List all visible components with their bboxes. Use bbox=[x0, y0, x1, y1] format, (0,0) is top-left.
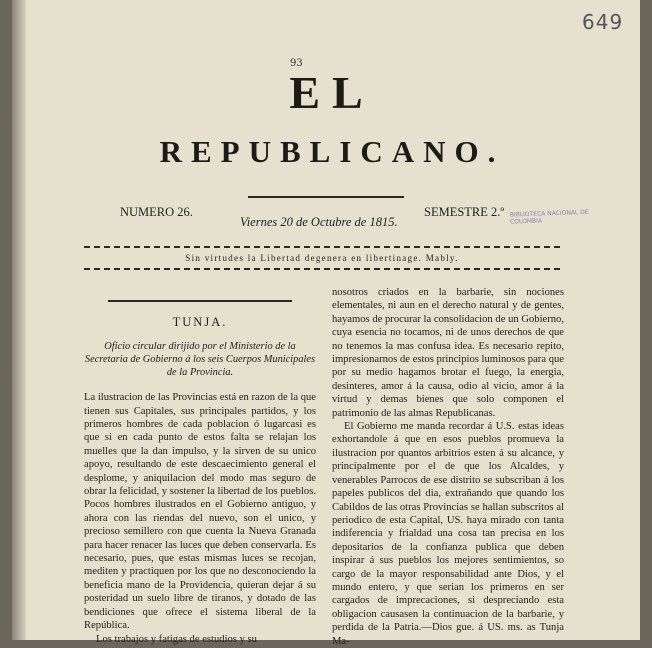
library-stamp: BIBLIOTECA NACIONAL DE COLOMBIA bbox=[509, 208, 589, 226]
left-column-continuation: Los trabajos y fatigas de estudios y su bbox=[96, 633, 257, 645]
issue-semester: SEMESTRE 2.º bbox=[424, 205, 505, 219]
handwritten-folio-number: 649 bbox=[582, 10, 624, 34]
section-divider bbox=[108, 300, 292, 302]
masthead-title-line1: EL bbox=[289, 67, 375, 118]
right-column bbox=[332, 286, 564, 648]
right-column-paragraph-2: El Gobierno me manda recordar á U.S. estas ideas exhortandole á que en esos pueblos promueva la ilustracion por quantos arbitrios esten á su alcance, y principalmente por el de que los Alcaldes, y venerables Parrocos de ese distrito se subscriban á los papeles publicos del dia, extrañando que quando los Cabildos de las otras Provincias se hallan subscritos al periodico de esta Capital, US. haya mirado con tanta indiferencia y frialdad una cosa tan precisa en los depositarios de la confianza publica que deben inspirar á sus pueblos los mejores sentimientos, so cargo de la mayor responsabilidad ante Dios, y el mundo entero, y que serian los primeros en ser cargados de imprecaciones, si despreciando esta obligacion causasen la continuacion de la barbarie, y perdida de la Patria.—Dios gue. á US. ms. as Tunja Ma- bbox=[332, 421, 564, 647]
issue-date: Viernes 20 de Octubre de 1815. bbox=[240, 215, 398, 229]
section-heading-tunja: TUNJA. bbox=[172, 315, 228, 329]
top-ornamental-rule bbox=[84, 246, 560, 248]
right-column-paragraph-1: nosotros criados en la barbarie, sin nociones elementales, ni aun en el derecho natural y de gentes, hayamos de procurar la consolidacion de un Gobierno, cuya esencia no tocamos, ni de unos derechos de que no tenemos la mas confusa idea. Es necesario repito, impresionarnos de estos principios luminosos para que por su medio hagamos brotar el fuego, la energia, desinteres, amor á la causa, odio al vicio, amor á la virtud y demas bienes que solo componen el patrimonio de las almas Republicanas. bbox=[332, 287, 564, 419]
bottom-ornamental-rule bbox=[84, 268, 560, 270]
motto: Sin virtudes la Libertad degenera en libertinage. Mably. bbox=[185, 253, 459, 263]
oficio-subheading: Oficio circular dirijido por el Ministerio de la Secretaria de Gobierno á los seis Cuerpos Municipales de la Provincia. bbox=[84, 341, 316, 378]
left-column-paragraph: La ilustracion de las Provincias está en razon de la que tienen sus Capitales, sus principales partidos, y los primeros hombres de cada poblacion ó lugarcasi es que si en cada punto de estos falta se relajan los muelles que la dan impulso, y la sirven de su unico apoyo, resultando de este descaecimiento general el desplome, y aniquilacion del modo mas seguro de obrar la felicidad, y sostener la libertad de los pueblos. Pocos hombres ilustrados en el Gobierno antiguo, y ahora con las riendas del nuevo, son el unico, y precioso semillero con que cuenta la Nueva Granada para hacer renacer las luces que deben conservarla. Es necesario, pues, que estas mismas luces se recojan, mediten y practiquen por los que no desconociendo la beneficia mano de la Providencia, quieran dejar á su posteridad un suelo libre de tiranos, y dotado de las bendiciones que ofrece el sistema liberal de la República. bbox=[84, 392, 316, 632]
newspaper-page bbox=[12, 0, 640, 647]
masthead-flourish bbox=[248, 196, 404, 198]
page-number: 93 bbox=[290, 58, 303, 69]
left-column bbox=[84, 316, 316, 646]
issue-number: NUMERO 26. bbox=[120, 205, 193, 219]
masthead-title-line2: REPUBLICANO. bbox=[159, 134, 505, 169]
